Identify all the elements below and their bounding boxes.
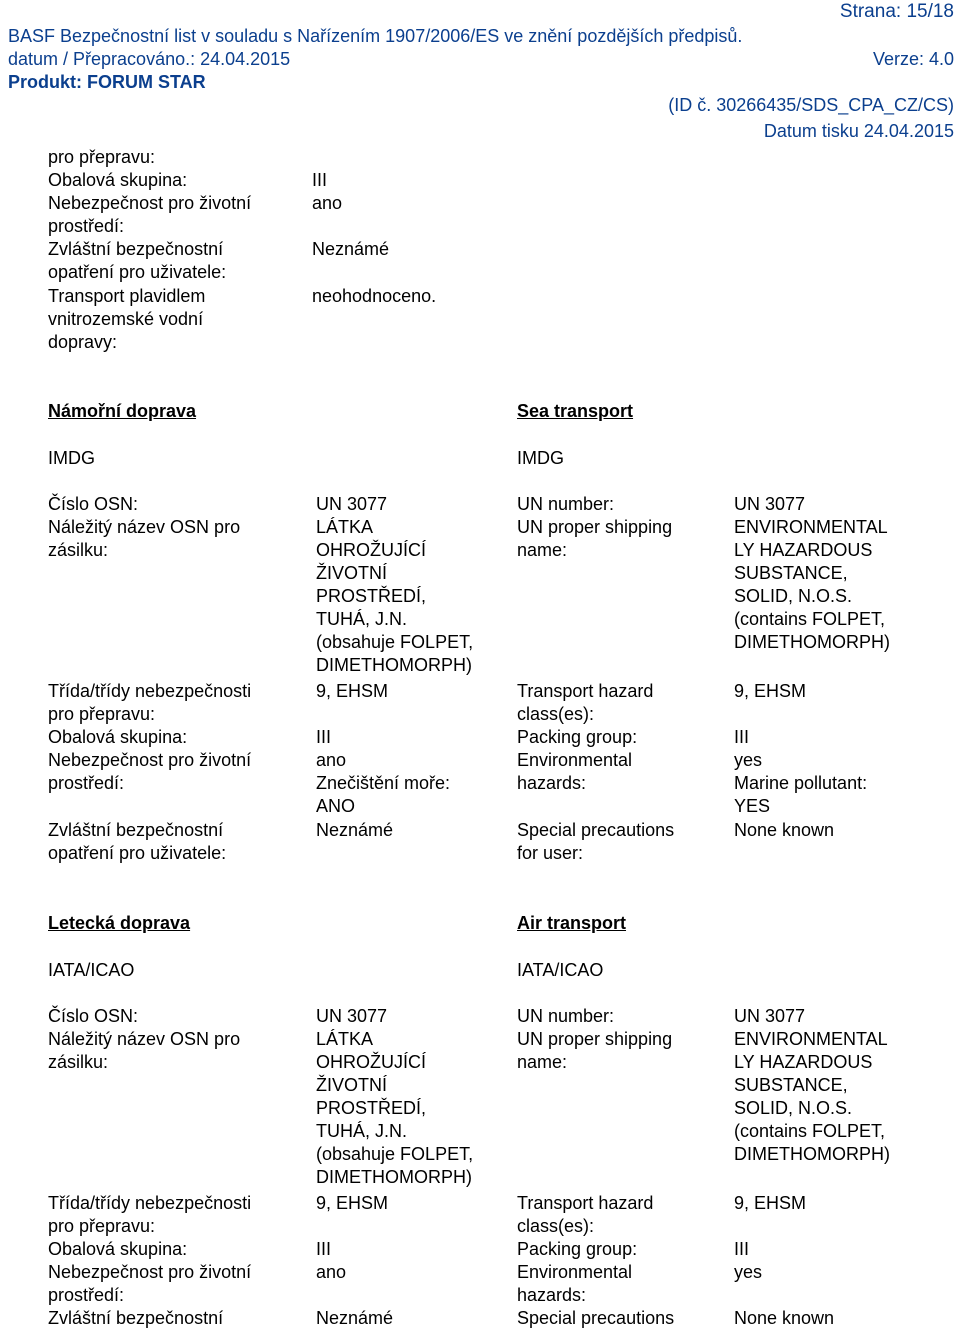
inland-value-waterway: neohodnoceno. — [312, 286, 437, 306]
air-value-packing-group-cs: III — [316, 1239, 332, 1259]
air-label-shipping-name-en: UN proper shipping name: — [517, 1029, 673, 1072]
sea-value-packing-group-en: III — [734, 727, 750, 747]
document-id: (ID č. 30266435/SDS_CPA_CZ/CS) — [668, 95, 954, 115]
sea-label-precautions-cs: Zvláštní bezpečnostní opatření pro uživatele: — [48, 820, 227, 863]
sea-label-hazard-class-cs: Třída/třídy nebezpečnosti pro přepravu: — [48, 681, 252, 724]
print-date: Datum tisku 24.04.2015 — [763, 121, 954, 141]
air-value-hazard-class-cs: 9, EHSM — [316, 1193, 389, 1213]
sea-value-shipping-name-cs: LÁTKA OHROŽUJÍCÍ ŽIVOTNÍ PROSTŘEDÍ, TUHÁ, J.N. (obsahuje FOLPET, DIMETHOMORPH) — [316, 517, 474, 675]
sea-label-env-hazard-en: Environmental hazards: — [517, 750, 633, 793]
air-label-hazard-class-en: Transport hazard class(es): — [517, 1193, 654, 1236]
air-value-precautions-en: None known — [734, 1308, 835, 1328]
air-label-packing-group-en: Packing group: — [517, 1239, 638, 1259]
air-code-cs: IATA/ICAO — [48, 960, 135, 980]
sea-label-un-number-en: UN number: — [517, 494, 615, 514]
air-value-hazard-class-en: 9, EHSM — [734, 1193, 807, 1213]
sea-value-shipping-name-en: ENVIRONMENTAL LY HAZARDOUS SUBSTANCE, SOLID, N.O.S. (contains FOLPET, DIMETHOMORPH) — [734, 517, 890, 652]
inland-label-precautions: Zvláštní bezpečnostní opatření pro uživatele: — [48, 239, 227, 282]
air-label-env-hazard-en: Environmental hazards: — [517, 1262, 633, 1305]
sea-label-precautions-en: Special precautions for user: — [517, 820, 675, 863]
air-value-shipping-name-cs: LÁTKA OHROŽUJÍCÍ ŽIVOTNÍ PROSTŘEDÍ, TUHÁ, J.N. (obsahuje FOLPET, DIMETHOMORPH) — [316, 1029, 474, 1187]
sea-label-shipping-name-cs: Náležitý název OSN pro zásilku: — [48, 517, 241, 560]
inland-label-waterway: Transport plavidlem vnitrozemské vodní dopravy: — [48, 286, 206, 352]
air-value-env-hazard-cs: ano — [316, 1262, 347, 1282]
air-value-shipping-name-en: ENVIRONMENTAL LY HAZARDOUS SUBSTANCE, SOLID, N.O.S. (contains FOLPET, DIMETHOMORPH) — [734, 1029, 890, 1164]
inland-value-precautions: Neznámé — [312, 239, 390, 259]
page-number: Strana: 15/18 — [839, 1, 954, 22]
sea-label-packing-group-cs: Obalová skupina: — [48, 727, 188, 747]
air-label-precautions-cs: Zvláštní bezpečnostní — [48, 1308, 224, 1328]
inland-label-packing-group: Obalová skupina: — [48, 170, 188, 190]
inland-value-packing-group: III — [312, 170, 328, 190]
air-value-packing-group-en: III — [734, 1239, 750, 1259]
air-title-en: Air transport — [517, 913, 627, 933]
sea-value-precautions-cs: Neznámé — [316, 820, 394, 840]
sea-label-shipping-name-en: UN proper shipping name: — [517, 517, 673, 560]
sea-value-precautions-en: None known — [734, 820, 835, 840]
sea-value-env-hazard-en: yes Marine pollutant: YES — [734, 750, 868, 816]
air-value-env-hazard-en: yes — [734, 1262, 763, 1282]
sea-value-hazard-class-cs: 9, EHSM — [316, 681, 389, 701]
air-label-shipping-name-cs: Náležitý název OSN pro zásilku: — [48, 1029, 241, 1072]
air-value-un-number-cs: UN 3077 — [316, 1006, 388, 1026]
air-label-precautions-en: Special precautions — [517, 1308, 675, 1328]
sea-value-env-hazard-cs: ano Znečištění moře: ANO — [316, 750, 451, 816]
air-code-en: IATA/ICAO — [517, 960, 604, 980]
sea-value-packing-group-cs: III — [316, 727, 332, 747]
air-label-packing-group-cs: Obalová skupina: — [48, 1239, 188, 1259]
air-label-un-number-cs: Číslo OSN: — [48, 1006, 139, 1026]
product-name: Produkt: FORUM STAR — [8, 72, 206, 92]
sea-code-cs: IMDG — [48, 448, 95, 468]
sea-title-cs: Námořní doprava — [48, 401, 197, 421]
sea-value-hazard-class-en: 9, EHSM — [734, 681, 807, 701]
inland-label-env-hazard: Nebezpečnost pro životní prostředí: — [48, 193, 252, 236]
sea-value-un-number-en: UN 3077 — [734, 494, 806, 514]
air-label-env-hazard-cs: Nebezpečnost pro životní prostředí: — [48, 1262, 252, 1305]
air-label-un-number-en: UN number: — [517, 1006, 615, 1026]
air-label-hazard-class-cs: Třída/třídy nebezpečnosti pro přepravu: — [48, 1193, 252, 1236]
sea-label-env-hazard-cs: Nebezpečnost pro životní prostředí: — [48, 750, 252, 793]
version: Verze: 4.0 — [872, 49, 954, 69]
air-value-precautions-cs: Neznámé — [316, 1308, 394, 1328]
document-title: BASF Bezpečnostní list v souladu s Nařízením 1907/2006/ES ve znění pozdějších předpisů. — [8, 26, 743, 46]
sea-code-en: IMDG — [517, 448, 564, 468]
sea-value-un-number-cs: UN 3077 — [316, 494, 388, 514]
air-title-cs: Letecká doprava — [48, 913, 191, 933]
inland-label-class: pro přepravu: — [48, 147, 156, 167]
sea-label-un-number-cs: Číslo OSN: — [48, 494, 139, 514]
sea-title-en: Sea transport — [517, 401, 634, 421]
sea-label-hazard-class-en: Transport hazard class(es): — [517, 681, 654, 724]
revision-date: datum / Přepracováno.: 24.04.2015 — [8, 49, 291, 69]
air-value-un-number-en: UN 3077 — [734, 1006, 806, 1026]
sea-label-packing-group-en: Packing group: — [517, 727, 638, 747]
inland-value-env-hazard: ano — [312, 193, 343, 213]
